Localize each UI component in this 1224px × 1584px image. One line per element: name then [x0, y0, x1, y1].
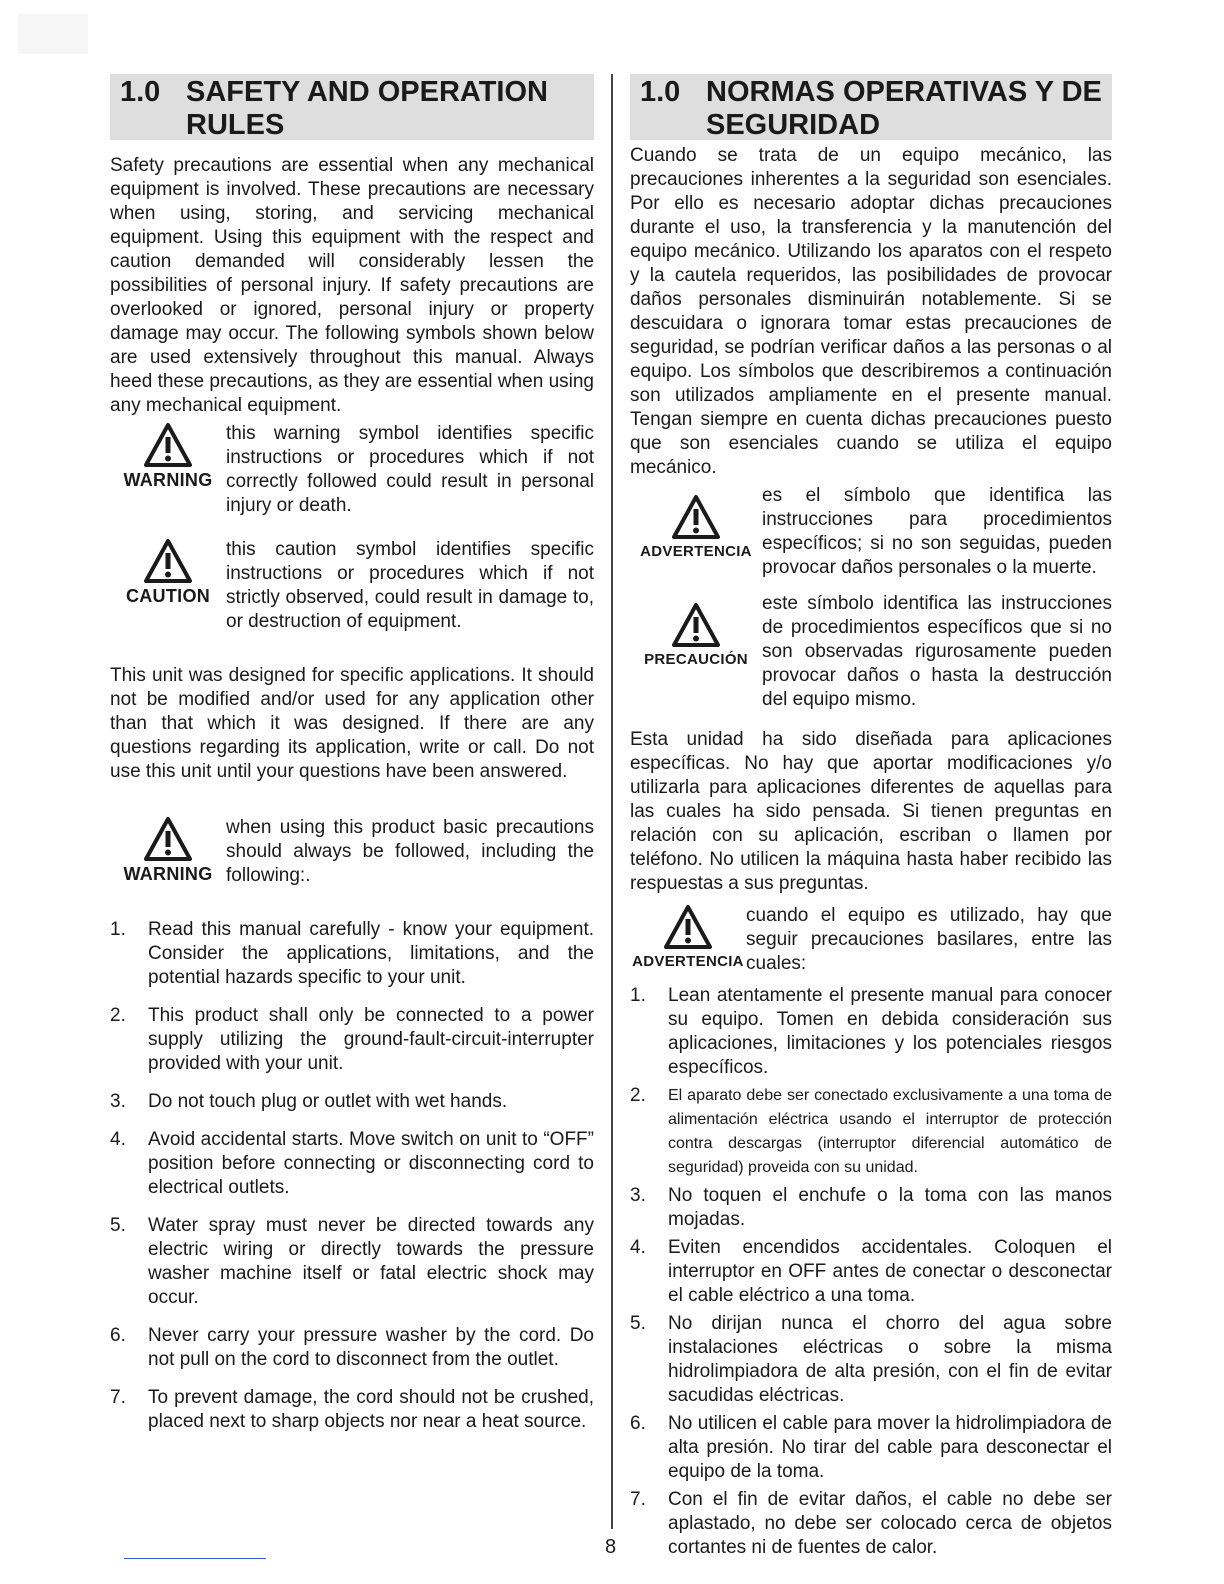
warning2-label: ADVERTENCIA: [632, 953, 744, 970]
rules-list-spanish: [630, 984, 1112, 1560]
caution-label: CAUTION: [125, 586, 211, 606]
list-item: 7. To prevent damage, the cord should not be crushed, placed next to sharp objects nor near a heat source.: [110, 1387, 594, 1432]
intro-paragraph: Safety precautions are essential when any mechanical equipment is involved. These precautions are necessary when using, storing, and servicing mechanical equipment. Using this equipment with the respect and caution demanded will considerably lessen the possibilities of personal injury. If safety precautions are overlooked or ignored, personal injury or property damage may occur. The following symbols shown below are used extensively throughout this manual. Always heed these precautions, as they are essential when using any mechanical equipment.: [110, 155, 594, 416]
warning-label: ADVERTENCIA: [640, 543, 752, 560]
warning-text: this warning symbol identifies specific instructions or procedures which if not correctly followed could result in personal injury or death.: [226, 423, 594, 516]
caution-notice: [110, 538, 594, 634]
warning-badge: [630, 484, 762, 562]
warning2-label: WARNING: [123, 864, 213, 884]
warning-notice: [110, 422, 594, 518]
list-item: 3. Do not touch plug or outlet with wet hands.: [110, 1091, 508, 1112]
caution-text: este símbolo identifica las instrucciones de procedimientos específicos que si no son observadas rigurosamente pueden provocar daños o hasta la destrucción del equipo mismo.: [762, 593, 1112, 710]
heading-number: 1.0: [640, 76, 681, 108]
warning-triangle-icon: [143, 422, 193, 468]
caution-triangle-icon: [143, 538, 193, 584]
rules-list-english: [110, 918, 594, 1434]
caution-notice: [630, 592, 1112, 712]
caution-badge: [110, 538, 226, 606]
warning-triangle-icon: [671, 494, 721, 540]
heading-text: SAFETY AND OPERATION RULES: [186, 76, 548, 141]
spanish-column: [630, 74, 1112, 1560]
warning2-badge: [630, 904, 746, 972]
list-item: 6. No utilicen el cable para mover la hidrolimpiadora de alta presión. No tirar del cable para desconectar el equipo de la toma.: [630, 1413, 1112, 1482]
list-item: 3. No toquen el enchufe o la toma con las manos mojadas.: [630, 1185, 1112, 1230]
page-number: 8: [605, 1536, 617, 1558]
design-paragraph: Esta unidad ha sido diseñada para aplicaciones específicas. No hay que aportar modificaciones y/o utilizarla para aplicaciones diferentes de aquellas para las cuales ha sido pensada. Si tienen preguntas en relación con su aplicación, escriban o llamen por teléfono. No utilicen la máquina hasta haber recibido las respuestas a sus preguntas.: [630, 729, 1112, 894]
warning2-notice: [110, 816, 594, 888]
warning2-triangle-icon: [143, 816, 193, 862]
list-item: 4. Avoid accidental starts. Move switch on unit to “OFF” position before connecting or disconnecting cord to electrical outlets.: [110, 1129, 594, 1198]
design-paragraph: This unit was designed for specific applications. It should not be modified and/or used for any application other than that which it was designed. If there are any questions regarding its application, write or call. Do not use this unit until your questions have been answered.: [110, 665, 594, 782]
list-item: 5. Water spray must never be directed towards any electric wiring or directly towards the pressure washer machine itself or fatal electric shock may occur.: [110, 1215, 594, 1308]
intro-paragraph: Cuando se trata de un equipo mecánico, las precauciones inherentes a la seguridad son esenciales. Por ello es necesario adoptar dichas precauciones durante el uso, la transferencia y la manutención del equipo mecánico. Utilizando los aparatos con el respeto y la cautela requeridos, las posibilidades de provocar daños personales disminuirán notablemente. Si se descuidara o ignorara tomar estas precauciones de seguridad, se podrían verificar daños a las personas o al equipo. Los símbolos que describiremos a continuación son utilizados ampliamente en el presente manual. Tengan siempre en cuenta dichas precauciones puesto que son esenciales cuando se utiliza el equipo mecánico.: [630, 145, 1112, 478]
column-divider: [611, 74, 613, 1529]
list-item: 2. This product shall only be connected to a power supply utilizing the ground-fault-circuit-interrupter provided with your unit.: [110, 1005, 594, 1074]
section-heading-spanish: [630, 74, 1112, 140]
heading-text: NORMAS OPERATIVAS Y DE SEGURIDAD: [706, 76, 1102, 141]
heading-number: 1.0: [120, 76, 161, 108]
caution-label: PRECAUCIÓN: [644, 651, 748, 668]
footer-rule: [124, 1558, 266, 1559]
section-heading-english: [110, 74, 594, 140]
warning-label: WARNING: [123, 470, 213, 490]
list-item: 1. Lean atentamente el presente manual para conocer su equipo. Tomen en debida consideración sus aplicaciones, limitaciones y los potenciales riesgos específicos.: [630, 985, 1112, 1078]
warning2-badge: [110, 816, 226, 884]
caution-triangle-icon: [671, 602, 721, 648]
list-item: 6. Never carry your pressure washer by the cord. Do not pull on the cord to disconnect from the outlet.: [110, 1325, 594, 1370]
warning-text: es el símbolo que identifica las instrucciones para procedimientos específicos; si no son seguidas, pueden provocar daños personales o la muerte.: [762, 485, 1112, 578]
scan-corner-mark: [18, 14, 88, 54]
warning-badge: [110, 422, 226, 490]
caution-text: this caution symbol identifies specific instructions or procedures which if not strictly observed, could result in damage to, or destruction of equipment.: [226, 539, 594, 632]
list-item: 2. El aparato debe ser conectado exclusivamente a una toma de alimentación eléctrica usando el interruptor de protección contra descargas (interruptor diferencial automático de seguridad) proveida con su unidad.: [630, 1085, 1112, 1176]
warning2-text: cuando el equipo es utilizado, hay que seguir precauciones basilares, entre las cuales:: [746, 905, 1112, 974]
list-item: 4. Eviten encendidos accidentales. Coloquen el interruptor en OFF antes de conectar o desconectar el cable eléctrico a una toma.: [630, 1237, 1112, 1306]
english-column: [110, 74, 594, 1434]
warning2-triangle-icon: [663, 904, 713, 950]
caution-badge: [630, 592, 762, 670]
warning2-text: when using this product basic precautions should always be followed, including the following:.: [226, 817, 594, 886]
warning-notice: [630, 484, 1112, 580]
warning2-notice: [630, 904, 1112, 976]
list-item: 7. Con el fin de evitar daños, el cable no debe ser aplastado, no debe ser colocado cerca de objetos cortantes ni de fuentes de calor.: [630, 1489, 1112, 1558]
list-item: 5. No dirijan nunca el chorro del agua sobre instalaciones eléctricas o sobre la misma hidrolimpiadora de alta presión, con el fin de evitar sacudidas eléctricas.: [630, 1313, 1112, 1406]
list-item: 1. Read this manual carefully - know your equipment. Consider the applications, limitations, and the potential hazards specific to your unit.: [110, 919, 594, 988]
